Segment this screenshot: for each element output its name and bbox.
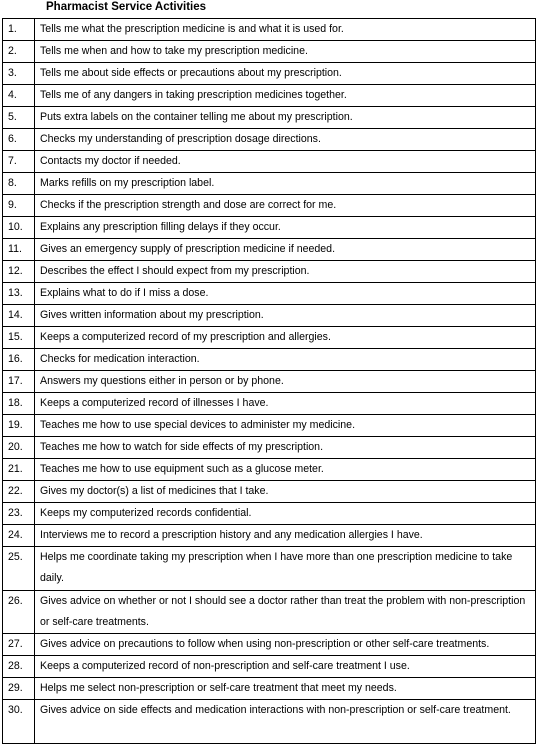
activities-table xyxy=(2,18,536,744)
item-number: 18. xyxy=(3,393,35,415)
item-text: Helps me coordinate taking my prescription when I have more than one prescription medicine to take daily. xyxy=(35,547,536,591)
item-text: Tells me about side effects or precautions about my prescription. xyxy=(35,63,536,85)
item-text: Checks my understanding of prescription dosage directions. xyxy=(35,129,536,151)
item-text: Explains any prescription filling delays if they occur. xyxy=(35,217,536,239)
item-number: 11. xyxy=(3,239,35,261)
table-row xyxy=(3,85,536,107)
table-row xyxy=(3,459,536,481)
item-text: Keeps my computerized records confidential. xyxy=(35,503,536,525)
table-row xyxy=(3,195,536,217)
table-row xyxy=(3,129,536,151)
item-number: 1. xyxy=(3,19,35,41)
item-number: 7. xyxy=(3,151,35,173)
item-text: Teaches me how to use equipment such as a glucose meter. xyxy=(35,459,536,481)
table-row xyxy=(3,41,536,63)
table-row xyxy=(3,634,536,656)
item-text: Checks if the prescription strength and dose are correct for me. xyxy=(35,195,536,217)
table-row xyxy=(3,107,536,129)
table-row xyxy=(3,393,536,415)
table-row xyxy=(3,481,536,503)
item-text: Tells me when and how to take my prescription medicine. xyxy=(35,41,536,63)
table-row xyxy=(3,525,536,547)
item-number: 6. xyxy=(3,129,35,151)
table-row xyxy=(3,656,536,678)
item-text: Tells me what the prescription medicine is and what it is used for. xyxy=(35,19,536,41)
item-number: 4. xyxy=(3,85,35,107)
activities-table-body xyxy=(3,19,536,744)
table-row xyxy=(3,239,536,261)
item-number: 21. xyxy=(3,459,35,481)
item-number: 28. xyxy=(3,656,35,678)
item-number: 14. xyxy=(3,305,35,327)
item-number: 24. xyxy=(3,525,35,547)
item-text: Describes the effect I should expect from my prescription. xyxy=(35,261,536,283)
item-text: Teaches me how to use special devices to administer my medicine. xyxy=(35,415,536,437)
table-row xyxy=(3,63,536,85)
item-number: 2. xyxy=(3,41,35,63)
table-row xyxy=(3,283,536,305)
item-text: Teaches me how to watch for side effects of my prescription. xyxy=(35,437,536,459)
item-number: 23. xyxy=(3,503,35,525)
item-text: Helps me select non-prescription or self-care treatment that meet my needs. xyxy=(35,678,536,700)
item-text: Puts extra labels on the container telling me about my prescription. xyxy=(35,107,536,129)
item-text: Contacts my doctor if needed. xyxy=(35,151,536,173)
item-text: Gives written information about my prescription. xyxy=(35,305,536,327)
table-row xyxy=(3,503,536,525)
item-number: 29. xyxy=(3,678,35,700)
item-number: 25. xyxy=(3,547,35,591)
item-number: 30. xyxy=(3,700,35,744)
table-row xyxy=(3,261,536,283)
item-number: 5. xyxy=(3,107,35,129)
page-title: Pharmacist Service Activities xyxy=(46,1,207,13)
item-number: 27. xyxy=(3,634,35,656)
item-text: Tells me of any dangers in taking prescription medicines together. xyxy=(35,85,536,107)
item-text: Interviews me to record a prescription history and any medication allergies I have. xyxy=(35,525,536,547)
item-text: Answers my questions either in person or by phone. xyxy=(35,371,536,393)
item-text: Checks for medication interaction. xyxy=(35,349,536,371)
item-text: Marks refills on my prescription label. xyxy=(35,173,536,195)
table-row xyxy=(3,151,536,173)
item-text: Keeps a computerized record of my prescription and allergies. xyxy=(35,327,536,349)
item-number: 16. xyxy=(3,349,35,371)
item-text: Keeps a computerized record of illnesses I have. xyxy=(35,393,536,415)
item-text: Keeps a computerized record of non-prescription and self-care treatment I use. xyxy=(35,656,536,678)
table-row xyxy=(3,173,536,195)
item-number: 8. xyxy=(3,173,35,195)
item-number: 26. xyxy=(3,590,35,634)
item-number: 12. xyxy=(3,261,35,283)
table-row xyxy=(3,547,536,591)
table-row xyxy=(3,590,536,634)
item-number: 19. xyxy=(3,415,35,437)
item-number: 20. xyxy=(3,437,35,459)
item-number: 3. xyxy=(3,63,35,85)
item-text: Gives advice on precautions to follow when using non-prescription or other self-care treatments. xyxy=(35,634,536,656)
item-text: Gives an emergency supply of prescription medicine if needed. xyxy=(35,239,536,261)
table-row xyxy=(3,19,536,41)
item-text: Gives advice on whether or not I should see a doctor rather than treat the problem with non-prescription or self-care treatments. xyxy=(35,590,536,634)
item-text: Gives advice on side effects and medication interactions with non-prescription or self-care treatment. xyxy=(35,700,536,744)
item-number: 22. xyxy=(3,481,35,503)
item-number: 13. xyxy=(3,283,35,305)
table-row xyxy=(3,700,536,744)
table-row xyxy=(3,327,536,349)
item-number: 15. xyxy=(3,327,35,349)
item-number: 10. xyxy=(3,217,35,239)
table-row xyxy=(3,415,536,437)
table-row xyxy=(3,371,536,393)
table-row xyxy=(3,349,536,371)
table-row xyxy=(3,678,536,700)
item-text: Gives my doctor(s) a list of medicines that I take. xyxy=(35,481,536,503)
item-number: 17. xyxy=(3,371,35,393)
table-row xyxy=(3,437,536,459)
table-row xyxy=(3,217,536,239)
table-row xyxy=(3,305,536,327)
item-text: Explains what to do if I miss a dose. xyxy=(35,283,536,305)
item-number: 9. xyxy=(3,195,35,217)
